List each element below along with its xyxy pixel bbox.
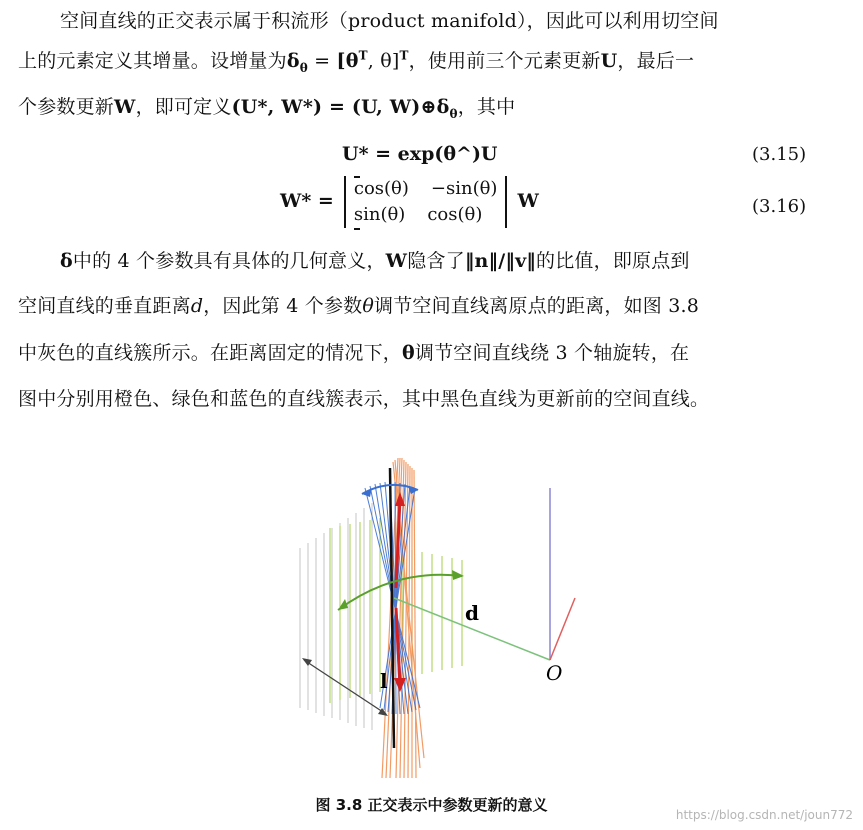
figure-3-8 xyxy=(290,448,600,783)
matrix-cell-12: −sin(θ) xyxy=(430,178,498,199)
para2-delta: δ xyxy=(60,250,73,272)
gray-line-cluster xyxy=(300,503,372,730)
rotation-matrix xyxy=(344,176,508,228)
equation-number-3-16: (3.16) xyxy=(752,196,807,217)
bracket-content: [θ xyxy=(336,50,359,72)
para2-line2-text-c: 调节空间直线离原点的距离，如图 3.8 xyxy=(374,295,700,317)
para2-line1-text-c: 隐含了 xyxy=(407,250,465,272)
label-l: l xyxy=(380,669,388,693)
sup-t-2: T xyxy=(399,48,409,63)
para2-line2-text: 空间直线的垂直距离 xyxy=(18,295,191,317)
para1-line1-text: 空间直线的正交表示属于积流形（product manifold），因此可以利用切空间 xyxy=(60,10,719,32)
def-expression: (U*, W*) = (U, W)⊕δ xyxy=(231,96,450,118)
para1-line3-text-a: 个参数更新 xyxy=(18,96,115,118)
para2-d: d xyxy=(190,295,204,317)
delta-subscript: θ xyxy=(299,60,308,75)
label-origin: O xyxy=(546,661,563,685)
matrix-cell-22: cos(θ) xyxy=(427,204,483,225)
eq-sign: = xyxy=(307,50,337,72)
para2-line4-text: 图中分别用橙色、绿色和蓝色的直线簇表示，其中黑色直线为更新前的空间直线。 xyxy=(18,388,710,410)
para1-line3-text-c: ，其中 xyxy=(457,96,516,118)
equation-3-15: U* = exp(θ^)U xyxy=(342,143,498,165)
matrix-cell-11: cos(θ) xyxy=(353,178,409,199)
para1-line2-text-c: ，最后一 xyxy=(617,50,695,72)
matrix-cell-21: sin(θ) xyxy=(353,204,406,225)
bracket-rest: , θ] xyxy=(367,50,400,72)
para2-line1 xyxy=(60,246,863,273)
para1-line1 xyxy=(60,6,863,33)
eq2-lhs: W* = xyxy=(280,190,334,212)
delta-symbol: δ xyxy=(286,50,300,72)
eq2-rhs: W xyxy=(517,190,539,212)
para2-line2-text-b: ，因此第 4 个参数 xyxy=(203,295,363,317)
para1-line3-text-b: ，即可定义 xyxy=(135,96,232,118)
symbol-u: U xyxy=(600,50,618,72)
para2-line4 xyxy=(18,384,828,411)
para2-theta-bold: θ xyxy=(402,342,415,364)
equation-number-3-15: (3.15) xyxy=(752,144,807,165)
para1-line2-text-b: ，使用前三个元素更新 xyxy=(408,50,601,72)
para2-line1-text-b: 中的 4 个参数具有具体的几何意义， xyxy=(72,250,386,272)
para2-line2 xyxy=(18,291,828,318)
label-d: d xyxy=(465,601,479,625)
para2-theta: θ xyxy=(362,295,374,317)
figure-caption: 图 3.8 正交表示中参数更新的意义 xyxy=(315,796,548,814)
equation-3-16 xyxy=(280,176,539,228)
para2-ratio: ‖n‖/‖v‖ xyxy=(464,250,537,272)
watermark: https://blog.csdn.net/joun772 xyxy=(675,808,853,822)
para2-w: W xyxy=(385,250,408,272)
sup-t-1: T xyxy=(358,48,368,63)
symbol-w: W xyxy=(114,96,136,118)
para1-line3 xyxy=(18,92,828,121)
para2-line1-text-d: 的比值，即原点到 xyxy=(536,250,690,272)
para2-line3-text: 中灰色的直线簇所示。在距离固定的情况下， xyxy=(18,342,403,364)
para2-line3 xyxy=(18,338,828,365)
axis-red xyxy=(550,598,575,660)
para1-line2-text-a: 上的元素定义其增量。设增量为 xyxy=(18,50,287,72)
def-subscript: θ xyxy=(449,106,458,121)
para2-line3-text-b: 调节空间直线绕 3 个轴旋转，在 xyxy=(414,342,690,364)
para1-line2 xyxy=(18,46,828,75)
